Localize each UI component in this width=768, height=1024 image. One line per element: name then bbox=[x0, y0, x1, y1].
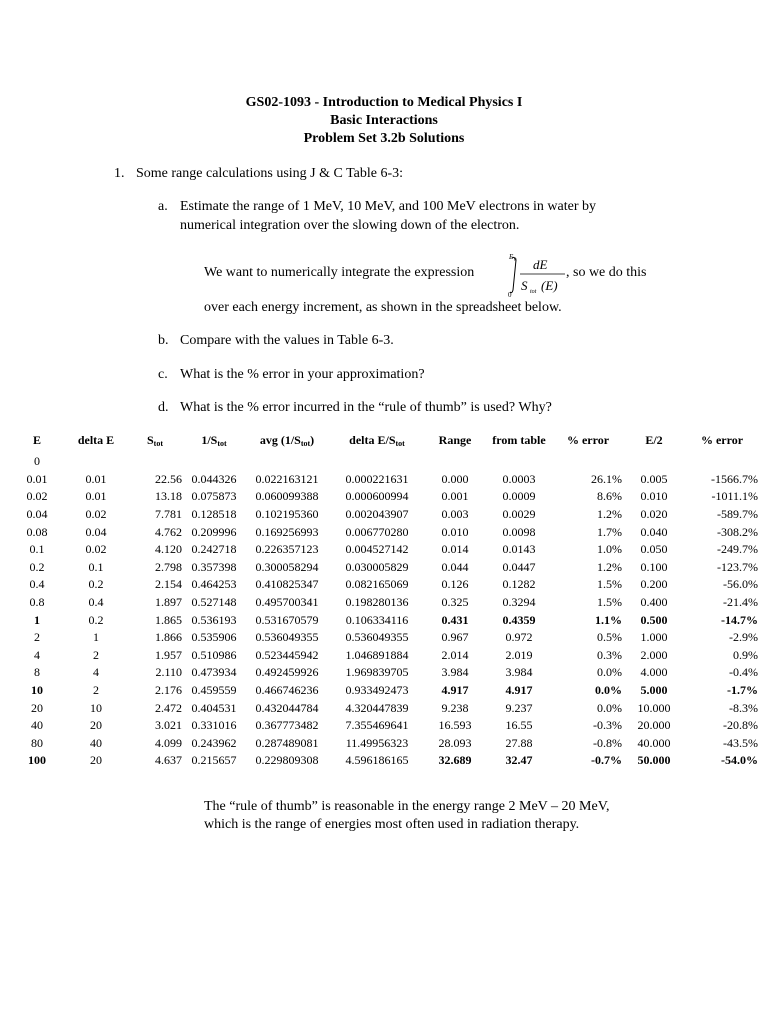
cell-delta-e-stot: 1.969839705 bbox=[345, 665, 409, 680]
table-row bbox=[8, 506, 760, 524]
cell-delta-e: 1 bbox=[93, 630, 99, 645]
header-e: E bbox=[32, 433, 41, 447]
q1d-label: d. bbox=[158, 400, 169, 415]
cell-range: 4.917 bbox=[441, 683, 469, 698]
cell-avg: 0.495700341 bbox=[255, 595, 319, 610]
cell-error: 0.0% bbox=[597, 665, 622, 680]
integral-intro: We want to numerically integrate the expression bbox=[204, 265, 475, 280]
q1a-line1: Estimate the range of 1 MeV, 10 MeV, and 100 MeV electrons in water by bbox=[180, 199, 597, 214]
cell-error-rule: -54.0% bbox=[721, 753, 758, 768]
cell-e-half: 0.020 bbox=[640, 507, 668, 522]
cell-stot: 1.957 bbox=[155, 647, 182, 662]
cell-e: 0.04 bbox=[26, 507, 48, 522]
cell-from-table: 2.019 bbox=[505, 647, 533, 662]
fraction-denominator: S bbox=[521, 278, 528, 293]
cell-error: 26.1% bbox=[591, 471, 622, 486]
cell-avg: 0.169256993 bbox=[255, 524, 319, 539]
table-row bbox=[8, 471, 760, 489]
cell-error: 1.2% bbox=[597, 507, 622, 522]
cell-from-table: 27.88 bbox=[505, 735, 533, 750]
table-row bbox=[8, 453, 760, 471]
cell-e: 0.01 bbox=[26, 471, 48, 486]
cell-error: 0.0% bbox=[597, 700, 622, 715]
cell-delta-e-stot: 0.004527142 bbox=[345, 542, 409, 557]
cell-range: 0.431 bbox=[441, 612, 469, 627]
cell-e-half: 0.040 bbox=[640, 524, 668, 539]
cell-from-table: 4.917 bbox=[505, 683, 533, 698]
cell-from-table: 0.0447 bbox=[502, 559, 536, 574]
cell-avg: 0.410825347 bbox=[255, 577, 319, 592]
cell-e-half: 20.000 bbox=[637, 718, 671, 733]
cell-range: 0.010 bbox=[441, 524, 469, 539]
cell-error: 0.0% bbox=[595, 683, 622, 698]
cell-e: 0.4 bbox=[29, 577, 45, 592]
cell-delta-e: 0.01 bbox=[85, 489, 107, 504]
cell-delta-e: 0.2 bbox=[88, 577, 104, 592]
cell-avg: 0.287489081 bbox=[255, 735, 319, 750]
header-range: Range bbox=[438, 433, 472, 447]
conclusion-line1: The “rule of thumb” is reasonable in the energy range 2 MeV – 20 MeV, bbox=[204, 799, 610, 814]
cell-delta-e-stot: 1.046891884 bbox=[345, 647, 409, 662]
doc-problem-set: Problem Set 3.2b Solutions bbox=[303, 131, 465, 146]
conclusion-line2: which is the range of energies most often used in radiation therapy. bbox=[204, 817, 580, 832]
cell-inv-stot: 0.459559 bbox=[191, 683, 237, 698]
cell-delta-e: 2 bbox=[93, 683, 99, 698]
cell-error-rule: -1.7% bbox=[727, 683, 758, 698]
cell-delta-e-stot: 7.355469641 bbox=[345, 718, 409, 733]
cell-error: 1.7% bbox=[597, 524, 622, 539]
integral-lower: 0 bbox=[508, 291, 512, 298]
cell-inv-stot: 0.527148 bbox=[191, 595, 237, 610]
cell-range: 0.000 bbox=[441, 471, 469, 486]
table-row bbox=[8, 717, 760, 735]
cell-from-table: 0.0009 bbox=[502, 489, 536, 504]
header-error: % error bbox=[566, 433, 610, 447]
q1c-text: What is the % error in your approximation? bbox=[180, 367, 425, 382]
cell-range: 2.014 bbox=[441, 647, 469, 662]
cell-e: 100 bbox=[28, 753, 46, 768]
cell-e: 0.08 bbox=[26, 524, 48, 539]
cell-delta-e-stot: 0.006770280 bbox=[345, 524, 409, 539]
cell-stot: 1.865 bbox=[155, 612, 182, 627]
cell-delta-e-stot: 0.000221631 bbox=[345, 471, 409, 486]
cell-from-table: 9.237 bbox=[505, 700, 533, 715]
cell-from-table: 0.0143 bbox=[502, 542, 536, 557]
cell-inv-stot: 0.215657 bbox=[191, 753, 237, 768]
cell-stot: 2.472 bbox=[155, 700, 182, 715]
cell-range: 0.044 bbox=[441, 559, 469, 574]
range-table bbox=[8, 433, 760, 770]
cell-range: 3.984 bbox=[441, 665, 469, 680]
table-row bbox=[8, 647, 760, 665]
table-row bbox=[8, 541, 760, 559]
cell-stot: 4.637 bbox=[155, 753, 182, 768]
cell-range: 0.967 bbox=[441, 630, 469, 645]
header-delta-e-stot: delta $E/S_{tot}$ bbox=[349, 433, 405, 448]
cell-delta-e: 0.02 bbox=[85, 542, 107, 557]
fraction-numerator: dE bbox=[533, 257, 548, 272]
cell-e: 20 bbox=[31, 700, 43, 715]
cell-delta-e-stot: 0.106334116 bbox=[345, 612, 409, 627]
cell-e-half: 0.100 bbox=[640, 559, 668, 574]
cell-error: 8.6% bbox=[597, 489, 622, 504]
cell-inv-stot: 0.209996 bbox=[191, 524, 237, 539]
cell-from-table: 3.984 bbox=[505, 665, 533, 680]
cell-e: 80 bbox=[31, 735, 43, 750]
cell-delta-e-stot: 0.082165069 bbox=[345, 577, 409, 592]
cell-delta-e: 0.1 bbox=[88, 559, 104, 574]
cell-stot: 3.021 bbox=[155, 718, 182, 733]
q1d-text: What is the % error incurred in the “rule of thumb” is used? Why? bbox=[180, 400, 552, 415]
cell-delta-e: 40 bbox=[90, 735, 102, 750]
table-row bbox=[8, 699, 760, 717]
cell-error-rule: -43.5% bbox=[723, 735, 758, 750]
cell-e-half: 1.000 bbox=[640, 630, 668, 645]
cell-e-half: 0.500 bbox=[640, 612, 668, 627]
doc-title: GS02-1093 - Introduction to Medical Physics I bbox=[245, 95, 523, 110]
cell-stot: 22.56 bbox=[155, 471, 182, 486]
cell-avg: 0.466746236 bbox=[255, 683, 319, 698]
cell-e: 0 bbox=[34, 454, 40, 469]
cell-delta-e-stot: 0.933492473 bbox=[345, 683, 409, 698]
cell-delta-e: 0.01 bbox=[85, 471, 107, 486]
header-stot: $S_{tot}$ bbox=[146, 433, 163, 448]
table-row bbox=[8, 752, 760, 770]
cell-avg: 0.102195360 bbox=[255, 507, 319, 522]
table-row bbox=[8, 611, 760, 629]
doc-subtitle: Basic Interactions bbox=[330, 113, 438, 128]
cell-range: 0.325 bbox=[441, 595, 469, 610]
cell-error: 1.5% bbox=[597, 595, 622, 610]
cell-e: 4 bbox=[34, 647, 40, 662]
header-avg: avg $(1/S_{tot})$ bbox=[259, 433, 315, 448]
cell-avg: 0.432044784 bbox=[255, 700, 319, 715]
cell-avg: 0.229809308 bbox=[255, 753, 319, 768]
cell-error: 1.1% bbox=[595, 612, 622, 627]
q1a-label: a. bbox=[158, 199, 168, 214]
cell-range: 0.126 bbox=[441, 577, 469, 592]
cell-range: 28.093 bbox=[438, 735, 472, 750]
cell-error: -0.8% bbox=[593, 735, 622, 750]
cell-e: 1 bbox=[34, 612, 40, 627]
cell-error: 0.5% bbox=[597, 630, 622, 645]
cell-delta-e-stot: 4.596186165 bbox=[345, 753, 409, 768]
cell-error-rule: -1566.7% bbox=[711, 471, 758, 486]
cell-stot: 1.897 bbox=[155, 595, 182, 610]
cell-e-half: 10.000 bbox=[637, 700, 671, 715]
cell-error: 0.3% bbox=[597, 647, 622, 662]
cell-inv-stot: 0.536193 bbox=[191, 612, 237, 627]
cell-delta-e: 10 bbox=[90, 700, 102, 715]
q1a-line2: numerical integration over the slowing down of the electron. bbox=[180, 218, 520, 233]
table-row bbox=[8, 488, 760, 506]
cell-e-half: 2.000 bbox=[640, 647, 668, 662]
cell-inv-stot: 0.404531 bbox=[191, 700, 237, 715]
fraction-denominator-arg: (E) bbox=[541, 278, 558, 293]
cell-inv-stot: 0.044326 bbox=[191, 471, 237, 486]
cell-inv-stot: 0.242718 bbox=[191, 542, 237, 557]
cell-delta-e: 4 bbox=[93, 665, 99, 680]
cell-stot: 1.866 bbox=[155, 630, 182, 645]
cell-range: 32.689 bbox=[438, 753, 472, 768]
cell-error-rule: -21.4% bbox=[723, 595, 758, 610]
cell-from-table: 0.0029 bbox=[502, 507, 536, 522]
cell-delta-e: 0.4 bbox=[88, 595, 104, 610]
cell-delta-e-stot: 0.002043907 bbox=[345, 507, 409, 522]
cell-avg: 0.060099388 bbox=[255, 489, 319, 504]
header-from-table: from table bbox=[492, 433, 546, 447]
cell-stot: 7.781 bbox=[155, 507, 182, 522]
cell-avg: 0.492459926 bbox=[255, 665, 319, 680]
cell-stot: 2.154 bbox=[155, 577, 182, 592]
cell-error: 1.2% bbox=[597, 559, 622, 574]
cell-from-table: 32.47 bbox=[505, 753, 533, 768]
cell-inv-stot: 0.075873 bbox=[191, 489, 237, 504]
table-row bbox=[8, 523, 760, 541]
cell-stot: 4.099 bbox=[155, 735, 182, 750]
integral-upper-sub: 0 bbox=[514, 258, 517, 263]
cell-range: 0.014 bbox=[441, 542, 469, 557]
cell-e-half: 40.000 bbox=[637, 735, 671, 750]
cell-avg: 0.523445942 bbox=[255, 647, 319, 662]
cell-error-rule: -14.7% bbox=[721, 612, 758, 627]
cell-delta-e-stot: 0.030005829 bbox=[345, 559, 409, 574]
cell-e-half: 0.050 bbox=[640, 542, 668, 557]
header-e-half: E/2 bbox=[645, 433, 663, 447]
q1-text: Some range calculations using J & C Table 6-3: bbox=[136, 166, 404, 181]
cell-e-half: 0.010 bbox=[640, 489, 668, 504]
cell-e: 0.2 bbox=[29, 559, 45, 574]
cell-inv-stot: 0.357398 bbox=[191, 559, 237, 574]
cell-e: 0.1 bbox=[29, 542, 45, 557]
cell-e: 8 bbox=[34, 665, 40, 680]
cell-e-half: 0.200 bbox=[640, 577, 668, 592]
cell-range: 16.593 bbox=[438, 718, 472, 733]
table-row bbox=[8, 594, 760, 612]
cell-delta-e: 0.2 bbox=[88, 612, 104, 627]
cell-error-rule: -308.2% bbox=[717, 524, 758, 539]
cell-e-half: 4.000 bbox=[640, 665, 668, 680]
cell-inv-stot: 0.128518 bbox=[191, 507, 237, 522]
cell-error: -0.3% bbox=[593, 718, 622, 733]
cell-delta-e-stot: 4.320447839 bbox=[345, 700, 409, 715]
table-header-row bbox=[8, 433, 760, 453]
cell-inv-stot: 0.331016 bbox=[191, 718, 237, 733]
integral-upper: E bbox=[509, 253, 514, 261]
cell-avg: 0.300058294 bbox=[255, 559, 319, 574]
q1-number: 1. bbox=[114, 166, 125, 181]
cell-e-half: 5.000 bbox=[640, 683, 668, 698]
cell-stot: 13.18 bbox=[155, 489, 182, 504]
q1b-label: b. bbox=[158, 333, 169, 348]
cell-e-half: 0.400 bbox=[640, 595, 668, 610]
cell-e: 10 bbox=[31, 683, 43, 698]
cell-from-table: 0.972 bbox=[505, 630, 533, 645]
cell-inv-stot: 0.243962 bbox=[191, 735, 237, 750]
cell-from-table: 0.1282 bbox=[502, 577, 536, 592]
cell-avg: 0.367773482 bbox=[255, 718, 319, 733]
cell-inv-stot: 0.510986 bbox=[191, 647, 237, 662]
table-row bbox=[8, 735, 760, 753]
cell-e: 2 bbox=[34, 630, 40, 645]
cell-avg: 0.226357123 bbox=[255, 542, 319, 557]
cell-e-half: 50.000 bbox=[637, 753, 671, 768]
cell-error-rule: -0.4% bbox=[729, 665, 758, 680]
header-inv-stot: $1/S_{tot}$ bbox=[201, 433, 227, 448]
cell-avg: 0.531670579 bbox=[255, 612, 319, 627]
cell-error-rule: 0.9% bbox=[733, 647, 758, 662]
cell-stot: 2.110 bbox=[155, 665, 182, 680]
cell-stot: 4.120 bbox=[155, 542, 182, 557]
cell-error-rule: -1011.1% bbox=[711, 489, 758, 504]
cell-from-table: 0.3294 bbox=[502, 595, 536, 610]
cell-error: 1.5% bbox=[597, 577, 622, 592]
cell-delta-e: 20 bbox=[90, 718, 102, 733]
cell-error-rule: -589.7% bbox=[717, 507, 758, 522]
table-row bbox=[8, 664, 760, 682]
cell-inv-stot: 0.473934 bbox=[191, 665, 237, 680]
cell-avg: 0.022163121 bbox=[255, 471, 319, 486]
table-row bbox=[8, 576, 760, 594]
cell-stot: 4.762 bbox=[155, 524, 182, 539]
cell-delta-e-stot: 0.000600994 bbox=[345, 489, 409, 504]
cell-from-table: 0.0003 bbox=[502, 471, 536, 486]
cell-delta-e: 2 bbox=[93, 647, 99, 662]
integral-formula bbox=[508, 252, 568, 298]
cell-error: -0.7% bbox=[591, 753, 622, 768]
cell-range: 0.001 bbox=[441, 489, 469, 504]
header-error-rule: % error bbox=[700, 433, 744, 447]
cell-e: 40 bbox=[31, 718, 43, 733]
header-delta-e: delta E bbox=[77, 433, 115, 447]
cell-stot: 2.176 bbox=[155, 683, 182, 698]
table-row bbox=[8, 629, 760, 647]
cell-from-table: 0.4359 bbox=[502, 612, 536, 627]
cell-e-half: 0.005 bbox=[640, 471, 668, 486]
cell-error-rule: -249.7% bbox=[717, 542, 758, 557]
cell-from-table: 16.55 bbox=[505, 718, 533, 733]
cell-delta-e: 0.04 bbox=[85, 524, 107, 539]
fraction-denominator-sub: tot bbox=[530, 289, 537, 295]
table-row bbox=[8, 682, 760, 700]
cell-range: 0.003 bbox=[441, 507, 469, 522]
cell-error-rule: -2.9% bbox=[729, 630, 758, 645]
cell-from-table: 0.0098 bbox=[502, 524, 536, 539]
cell-avg: 0.536049355 bbox=[255, 630, 319, 645]
cell-delta-e: 0.02 bbox=[85, 507, 107, 522]
cell-error: 1.0% bbox=[597, 542, 622, 557]
integral-after: , so we do this bbox=[566, 265, 647, 280]
cell-error-rule: -56.0% bbox=[723, 577, 758, 592]
cell-stot: 2.798 bbox=[155, 559, 182, 574]
cell-e: 0.02 bbox=[26, 489, 48, 504]
cell-delta-e-stot: 0.198280136 bbox=[345, 595, 409, 610]
cell-inv-stot: 0.464253 bbox=[191, 577, 237, 592]
cell-delta-e: 20 bbox=[90, 753, 102, 768]
integral-line2: over each energy increment, as shown in the spreadsheet below. bbox=[204, 300, 562, 315]
cell-error-rule: -8.3% bbox=[729, 700, 758, 715]
cell-delta-e-stot: 0.536049355 bbox=[345, 630, 409, 645]
cell-error-rule: -20.8% bbox=[723, 718, 758, 733]
q1b-text: Compare with the values in Table 6-3. bbox=[180, 333, 394, 348]
cell-range: 9.238 bbox=[441, 700, 469, 715]
cell-e: 0.8 bbox=[29, 595, 45, 610]
cell-error-rule: -123.7% bbox=[717, 559, 758, 574]
cell-delta-e-stot: 11.49956323 bbox=[345, 735, 409, 750]
table-row bbox=[8, 559, 760, 577]
q1c-label: c. bbox=[158, 367, 168, 382]
cell-inv-stot: 0.535906 bbox=[191, 630, 237, 645]
